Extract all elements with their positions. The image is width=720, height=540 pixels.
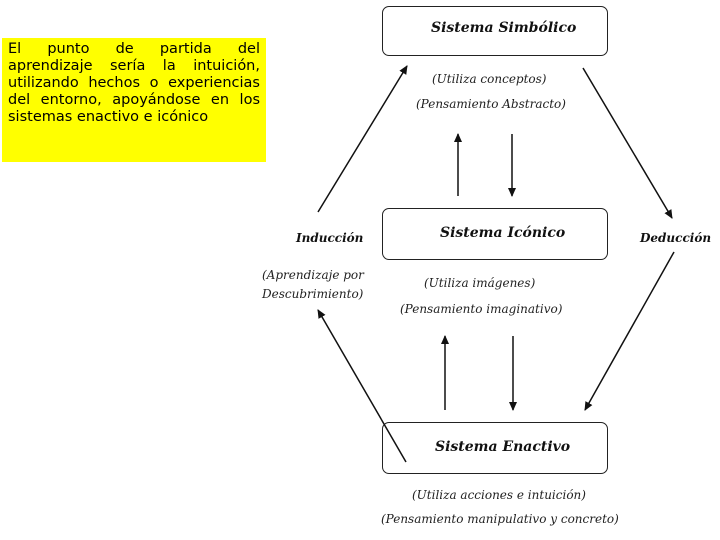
symbolic-system-title: Sistema Simbólico (431, 20, 577, 36)
deduction-label: Deducción (640, 231, 712, 245)
iconic-thinking-label: (Pensamiento imaginativo) (400, 302, 563, 316)
explanatory-note: El punto de partida del aprendizaje sería la intuición, utilizando hechos o experiencias del entorno, apoyándose en los sistemas enactivo e icónico (2, 38, 266, 162)
symbolic-thinking-label: (Pensamiento Abstracto) (416, 97, 566, 111)
iconic-system-title: Sistema Icónico (440, 225, 566, 241)
arrow-induction-to-symbolic (318, 66, 407, 212)
arrow-enactive-to-induction (318, 310, 406, 462)
arrow-deduction-to-enactive (585, 252, 674, 410)
induction-label: Inducción (296, 231, 364, 245)
enactive-uses-label: (Utiliza acciones e intuición) (412, 488, 586, 502)
iconic-uses-label: (Utiliza imágenes) (424, 276, 536, 290)
enactive-system-title: Sistema Enactivo (435, 439, 571, 455)
induction-detail-line1: (Aprendizaje por (262, 268, 364, 282)
arrow-symbolic-to-deduction (583, 68, 672, 218)
symbolic-uses-label: (Utiliza conceptos) (432, 72, 547, 86)
enactive-thinking-label: (Pensamiento manipulativo y concreto) (381, 512, 619, 526)
induction-detail-line2: Descubrimiento) (262, 287, 364, 301)
